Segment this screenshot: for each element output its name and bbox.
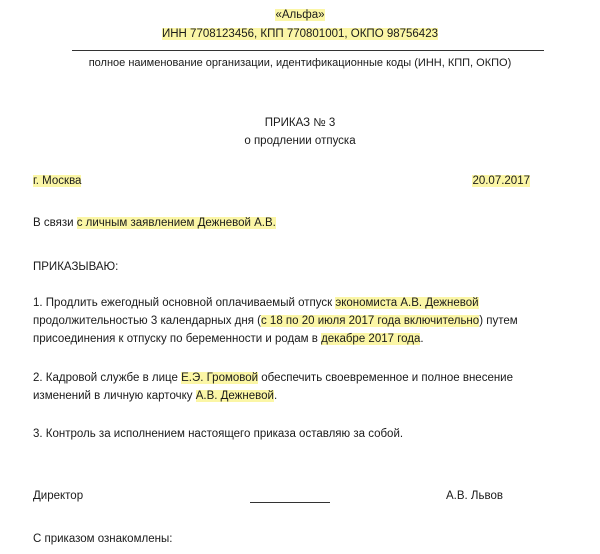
item-1-line-3: присоединения к отпуску по беременности и родам в декабре 2017 года. [33,333,424,345]
signature-position: Директор [33,490,84,502]
city: г. Москва [33,175,82,187]
item-2 [33,369,568,405]
item-1-line-1: 1. Продлить ежегодный основной оплачиваемый отпуск экономиста А.В. Дежневой [33,297,479,309]
order-title: ПРИКАЗ № 3 [264,117,336,129]
order-word: ПРИКАЗЫВАЮ: [33,261,119,273]
header-caption: полное наименование организации, идентификационные коды (ИНН, КПП, ОКПО) [88,57,512,69]
item-2-line-2: изменений в личную карточку А.В. Дежневой. [33,390,278,402]
header-rule [72,50,544,51]
signature-line [250,502,330,503]
order-subject: о продлении отпуска [244,135,356,147]
item-1-line-2: продолжительностью 3 календарных дня (с 18 по 20 июля 2017 года включительно) путем [33,315,518,327]
org-name: «Альфа» [275,9,325,21]
signature-name: А.В. Львов [446,490,503,502]
order-date: 20.07.2017 [472,175,530,187]
item-1 [33,294,568,348]
item-2-line-1: 2. Кадровой службе в лице Е.Э. Громовой обеспечить своевременное и полное внесение [33,372,514,384]
org-codes: ИНН 7708123456, КПП 770801001, ОКПО 98756423 [161,28,438,40]
item-3: 3. Контроль за исполнением настоящего приказа оставляю за собой. [33,428,404,440]
acknowledged-label: С приказом ознакомлены: [33,533,173,545]
intro-line: В связи с личным заявлением Дежневой А.В. [33,217,276,229]
